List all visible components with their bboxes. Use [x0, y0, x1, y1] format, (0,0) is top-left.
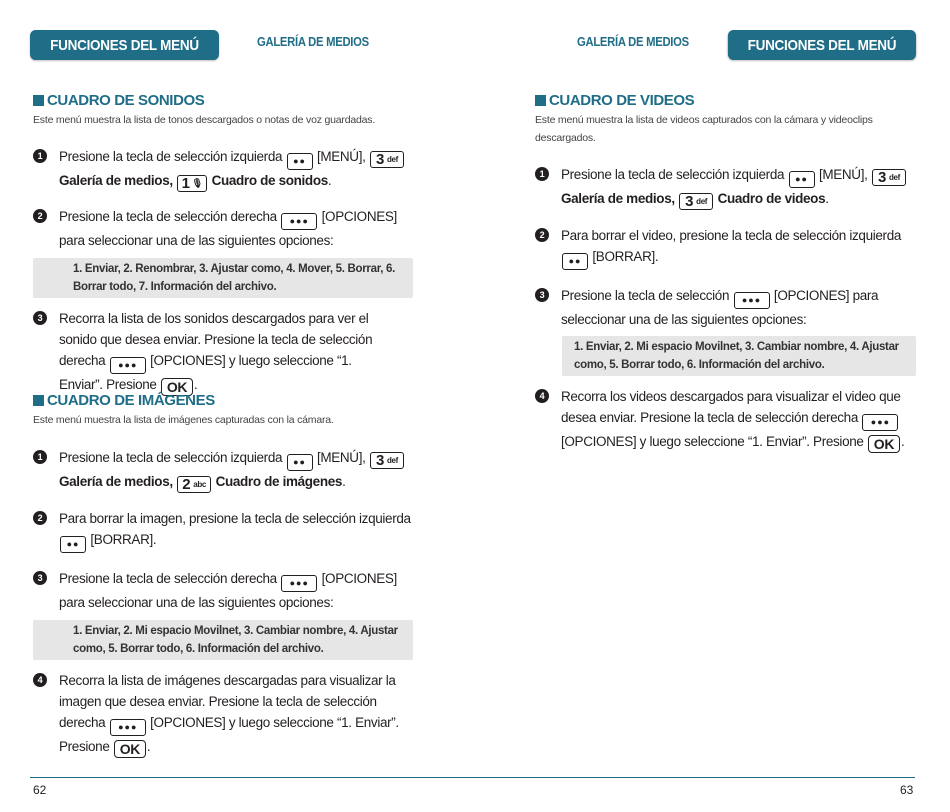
section-title-sonidos — [33, 92, 204, 109]
section-tab: FUNCIONES DEL MENÚ — [728, 30, 916, 60]
left-softkey-icon: ●● — [60, 536, 86, 553]
step-number-icon: 1 — [33, 450, 47, 464]
page-number: 62 — [33, 783, 47, 797]
step-number-icon: 4 — [33, 673, 47, 687]
section-title-text: CUADRO DE SONIDOS — [47, 92, 205, 109]
right-softkey-icon: ●●● — [110, 357, 146, 374]
options-box: 1. Enviar, 2. Mi espacio Movilnet, 3. Cambiar nombre, 4. Ajustar como, 5. Borrar todo, 6. Información del archivo. — [33, 620, 413, 660]
left-softkey-icon: ●● — [789, 171, 815, 188]
key-1-icon: 1 🎙 — [177, 175, 207, 192]
step-1: 1 Presione la tecla de selección izquierda ●● [MENÚ], 3 def Galería de medios, 3 def Cuadro de videos. — [535, 164, 920, 210]
options-box: 1. Enviar, 2. Mi espacio Movilnet, 3. Cambiar nombre, 4. Ajustar como, 5. Borrar todo, 6. Información del archivo. — [562, 336, 916, 376]
left-softkey-icon: ●● — [562, 253, 588, 270]
step-number-icon: 2 — [33, 511, 47, 525]
square-bullet-icon — [33, 95, 44, 106]
section-tab: FUNCIONES DEL MENÚ — [30, 30, 219, 60]
section-title-videos — [535, 92, 694, 109]
step-2: 2 Para borrar el video, presione la tecla de selección izquierda ●● [BORRAR]. — [535, 225, 915, 270]
key-3-icon: 3 def — [370, 452, 404, 469]
step-number-icon: 1 — [33, 149, 47, 163]
key-3-icon: 3 def — [872, 169, 906, 186]
right-softkey-icon: ●●● — [110, 719, 146, 736]
step-2: 2 Para borrar la imagen, presione la tecla de selección izquierda ●● [BORRAR]. — [33, 508, 413, 553]
step-3: 3 Presione la tecla de selección ●●● [OPCIONES] para seleccionar una de las siguientes opciones: — [535, 285, 905, 330]
square-bullet-icon — [33, 395, 44, 406]
ok-key-icon: OK — [161, 378, 193, 396]
section-description: Este menú muestra la lista de tonos descargados o notas de voz guardadas. — [33, 114, 376, 126]
key-2-icon: 2 abc — [177, 476, 211, 493]
right-softkey-icon: ●●● — [281, 575, 317, 592]
page-number: 63 — [900, 783, 914, 797]
step-number-icon: 2 — [535, 228, 549, 242]
softkey-icon: ●●● — [734, 292, 770, 309]
section-title-text: CUADRO DE VIDEOS — [549, 92, 695, 109]
step-number-icon: 3 — [535, 288, 549, 302]
step-3: 3 Presione la tecla de selección derecha ●●● [OPCIONES] para seleccionar una de las siguientes opciones: — [33, 568, 403, 613]
section-title-imagenes — [33, 392, 215, 409]
step-number-icon: 3 — [33, 571, 47, 585]
left-softkey-icon: ●● — [287, 153, 313, 170]
right-softkey-icon: ●●● — [281, 213, 317, 230]
step-number-icon: 1 — [535, 167, 549, 181]
step-3: 3 Recorra la lista de los sonidos descargados para ver el sonido que desea enviar. Presione la tecla de selección derecha ●●● [OPCIONES] y luego seleccione “1. Enviar”. Presione OK . — [33, 308, 393, 396]
key-3-icon: 3 def — [370, 151, 404, 168]
key-3-icon: 3 def — [679, 193, 713, 210]
section-description: Este menú muestra la lista de imágenes capturadas con la cámara. — [33, 414, 334, 426]
step-number-icon: 3 — [33, 311, 47, 325]
step-4: 4 Recorra la lista de imágenes descargadas para visualizar la imagen que desea enviar. Presione la tecla de selección derecha ●●● [OPCIONES] y luego seleccione “1. Enviar”. Presione OK . — [33, 670, 408, 758]
step-number-icon: 2 — [33, 209, 47, 223]
square-bullet-icon — [535, 95, 546, 106]
right-page — [475, 0, 950, 812]
step-4: 4 Recorra los videos descargados para visualizar el video que desea enviar. Presione la tecla de selección derecha ●●● [OPCIONES] y luego seleccione “1. Enviar”. Presione OK . — [535, 386, 915, 453]
options-box: 1. Enviar, 2. Renombrar, 3. Ajustar como, 4. Mover, 5. Borrar, 6. Borrar todo, 7. Información del archivo. — [33, 258, 413, 298]
right-softkey-icon: ●●● — [862, 414, 898, 431]
subsection-label: GALERÍA DE MEDIOS — [257, 35, 369, 49]
section-description: Este menú muestra la lista de videos capturados con la cámara y videoclips descargados. — [535, 114, 873, 144]
ok-key-icon: OK — [868, 435, 900, 453]
step-1: 1 Presione la tecla de selección izquierda ●● [MENÚ], 3 def Galería de medios, 2 abc Cuadro de imágenes. — [33, 447, 418, 493]
left-softkey-icon: ●● — [287, 454, 313, 471]
step-number-icon: 4 — [535, 389, 549, 403]
step-1: 1 Presione la tecla de selección izquierda ●● [MENÚ], 3 def Galería de medios, 1 🎙 Cuadro de sonidos. — [33, 146, 418, 192]
footer-divider — [30, 777, 915, 778]
section-title-text: CUADRO DE IMÁGENES — [47, 392, 215, 409]
step-2: 2 Presione la tecla de selección derecha ●●● [OPCIONES] para seleccionar una de las siguientes opciones: — [33, 206, 403, 251]
ok-key-icon: OK — [114, 740, 146, 758]
subsection-label: GALERÍA DE MEDIOS — [577, 35, 689, 49]
